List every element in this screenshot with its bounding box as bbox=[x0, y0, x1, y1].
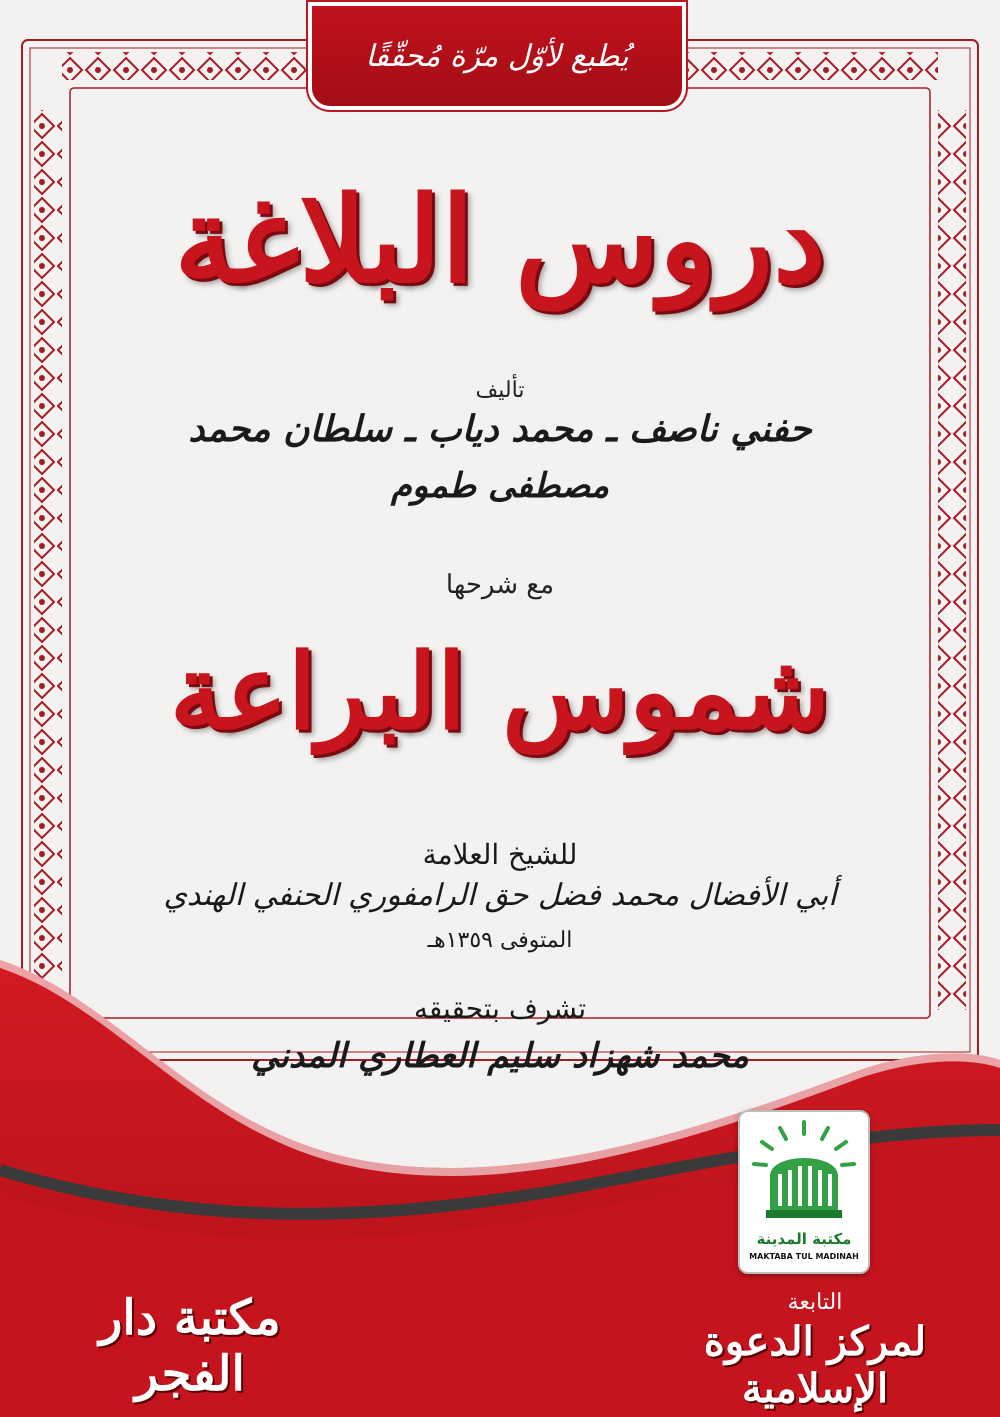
madinah-dome-logo-icon bbox=[740, 1112, 868, 1230]
banner-text: يُطبع لأوّل مرّة مُحقّقًا bbox=[365, 38, 629, 74]
top-banner bbox=[312, 6, 682, 106]
commentator-name: أبي الأفضال محمد فضل حق الرامفوري الحنفي الهندي bbox=[163, 878, 837, 913]
commentator-death: المتوفى ١٣٥٩هـ bbox=[427, 928, 573, 953]
authors-line-1: حفني ناصف ـ محمد دياب ـ سلطان محمد bbox=[188, 408, 812, 450]
editor-label: تشرف بتحقيقه bbox=[413, 992, 587, 1025]
commentary-title: شموس البراعة bbox=[169, 630, 831, 753]
publisher-logo bbox=[738, 1110, 870, 1274]
authors-line-2: مصطفى طموم bbox=[390, 466, 610, 506]
logo-name-en: MAKTABA TUL MADINAH bbox=[749, 1252, 859, 1261]
logo-name-ar: مكتبة المدينة bbox=[756, 1230, 852, 1248]
commentator-prefix: للشيخ العلامة bbox=[422, 838, 578, 871]
publisher-right-name: لمركز الدعوة الإسلامية bbox=[703, 1318, 927, 1412]
publisher-affiliation-label: التابعة bbox=[787, 1290, 843, 1315]
book-title: دروس البلاغة bbox=[174, 170, 826, 309]
commentary-label: مع شرحها bbox=[445, 570, 555, 600]
authorship-label: تأليف bbox=[475, 378, 525, 403]
publisher-left-name: مكتبة دار الفجر bbox=[99, 1290, 281, 1402]
editor-name: محمد شهزاد سليم العطاري المدني bbox=[251, 1036, 749, 1076]
